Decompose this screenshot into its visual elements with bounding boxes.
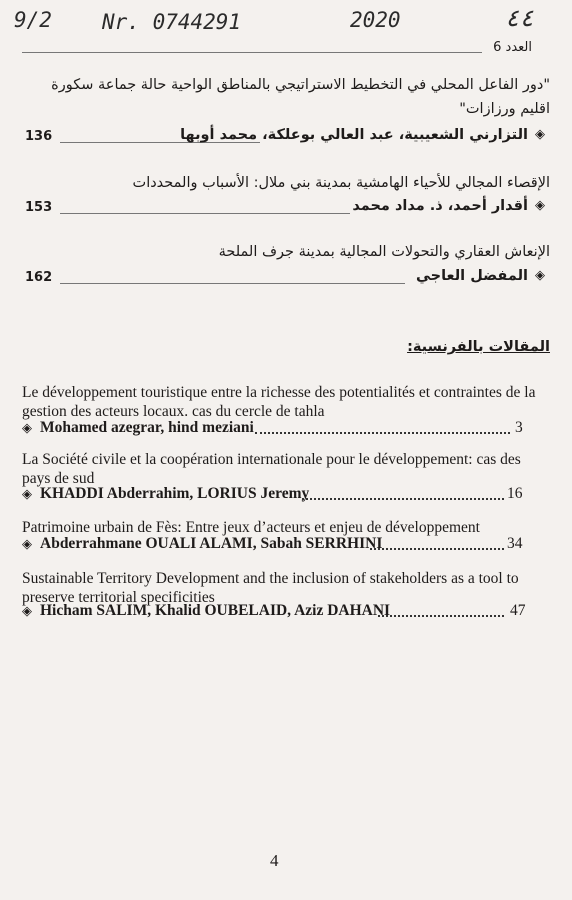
arabic-article-authors: التزارني الشعيبية، عبد العالي بوعلكة، محمد أوبها bbox=[180, 127, 528, 143]
diamond-bullet-icon: ◈ bbox=[22, 421, 32, 436]
french-article-page: 34 bbox=[507, 535, 523, 552]
french-article-title: Le développement touristique entre la richesse des potentialités et contraintes de la gestion des acteurs locaux. cas du cercle de tahla bbox=[22, 384, 536, 420]
arabic-article-authors: المفضل العاجي bbox=[415, 268, 528, 284]
french-article-leader bbox=[302, 498, 504, 500]
arabic-article-title: الإقصاء المجالي للأحياء الهامشية بمدينة بني ملال: الأسباب والمحددات bbox=[132, 175, 550, 191]
arabic-article-page: 153 bbox=[25, 200, 53, 215]
arabic-article-title: "دور الفاعل المحلي في التخطيط الاستراتيجي بالمناطق الواحية حالة جماعة سكورة اقليم ورزازات" bbox=[51, 77, 550, 117]
french-section-heading: المقالات بالفرنسية: bbox=[407, 339, 550, 355]
french-article-leader bbox=[378, 615, 504, 617]
diamond-bullet-icon: ◈ bbox=[535, 268, 545, 283]
french-article-title: La Société civile et la coopération internationale pour le développement: cas des pays de sud bbox=[22, 451, 521, 487]
french-article-authors: Abderrahmane OUALI ALAMI, Sabah SERRHINI bbox=[40, 535, 383, 552]
arabic-article-page: 162 bbox=[25, 270, 53, 285]
diamond-bullet-icon: ◈ bbox=[535, 127, 545, 142]
arabic-article-leader bbox=[60, 283, 405, 284]
handwritten-note-left: 9/2 bbox=[14, 8, 52, 32]
page-number: 4 bbox=[270, 851, 279, 870]
french-article-authors: KHADDI Abderrahim, LORIUS Jeremy bbox=[40, 485, 310, 502]
french-article-title: Patrimoine urbain de Fès: Entre jeux d’acteurs et enjeu de développement bbox=[22, 519, 480, 536]
french-article-authors: Mohamed azegrar, hind meziani bbox=[40, 419, 254, 436]
issue-label: العدد 6 bbox=[493, 40, 532, 55]
french-article-page: 3 bbox=[515, 419, 523, 436]
diamond-bullet-icon: ◈ bbox=[535, 198, 545, 213]
header-rule bbox=[22, 52, 482, 53]
french-article-leader bbox=[370, 548, 504, 550]
arabic-article-leader bbox=[60, 213, 350, 214]
french-article-page: 47 bbox=[510, 602, 526, 619]
arabic-article-page: 136 bbox=[25, 129, 53, 144]
handwritten-registration-number: Nr. 0744291 bbox=[102, 10, 242, 34]
diamond-bullet-icon: ◈ bbox=[22, 487, 32, 502]
diamond-bullet-icon: ◈ bbox=[22, 604, 32, 619]
arabic-article-authors: أقدار أحمد، ذ. مداد محمد bbox=[352, 198, 528, 214]
french-article-authors: Hicham SALIM, Khalid OUBELAID, Aziz DAHANI bbox=[40, 602, 391, 619]
french-article-title: Sustainable Territory Development and the inclusion of stakeholders as a tool to preserve territorial specificities bbox=[22, 570, 519, 606]
french-article-page: 16 bbox=[507, 485, 523, 502]
handwritten-year: 2020 bbox=[350, 8, 401, 32]
handwritten-note-right: ٤٤ bbox=[505, 4, 534, 32]
french-article-leader bbox=[255, 432, 510, 434]
arabic-article-title: الإنعاش العقاري والتحولات المجالية بمدينة جرف الملحة bbox=[218, 244, 550, 260]
diamond-bullet-icon: ◈ bbox=[22, 537, 32, 552]
